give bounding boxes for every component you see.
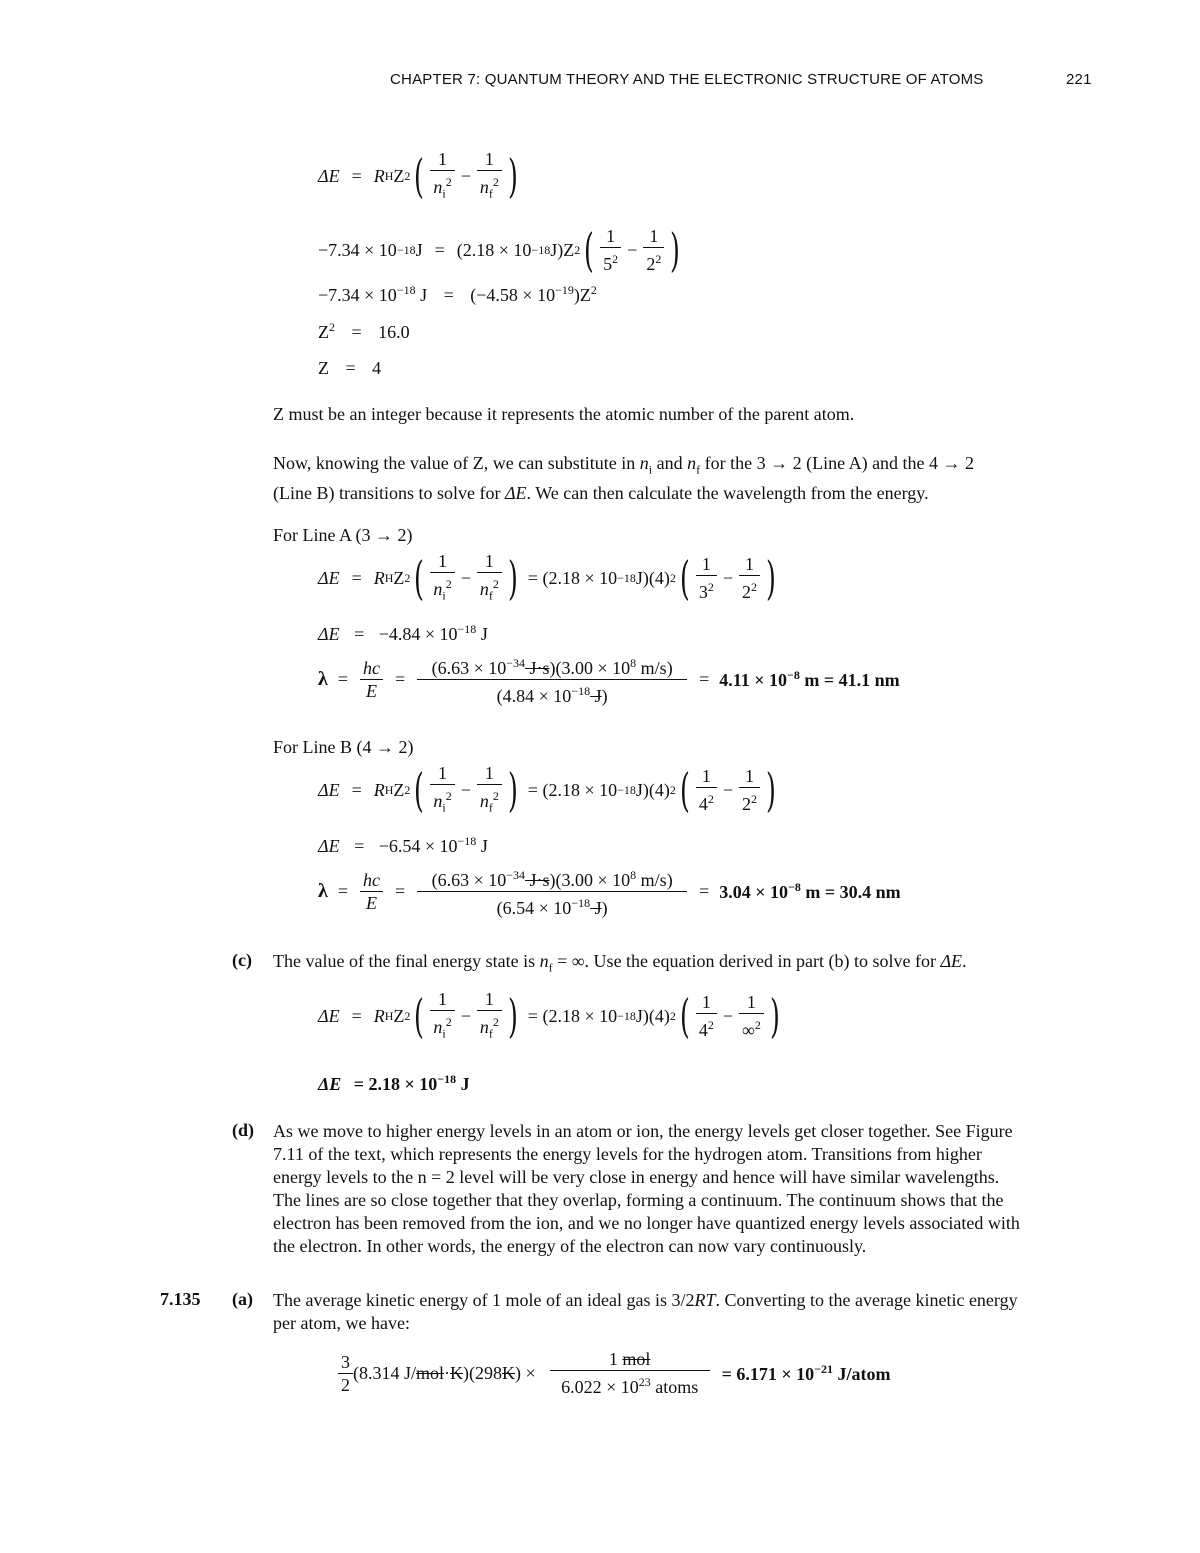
right-paren: ) xyxy=(507,149,518,204)
line-a-wavelength: λ = $\frac{hc}{E}$ = $\frac{(6.63 \times 10^{-34} J\cdot s)(3.00 \times 10^8 m/s)}{(4.84 \times 10^{-18} J)}$ = $4.11 \times 10^{-8}$ m = 41.1 nm xyxy=(318,652,900,707)
running-header: CHAPTER 7: QUANTUM THEORY AND THE ELECTRONIC STRUCTURE OF ATOMS xyxy=(390,71,984,88)
delta-e-symbol: ΔE xyxy=(318,165,340,186)
equation-z-squared: $Z^2 = 16.0$ xyxy=(318,320,410,342)
line-b-equation: ΔE = R H Z 2 ( $\frac{1}{n_i^2}$ − $\frac{1}{n_f^2}$ ) = (2.18 × 10 −18 J)(4) 2 ( $\frac{1}{4^2}$ − $\frac{1}{2^2}$ ) xyxy=(318,763,776,818)
equation-line3: $-7.34 \times 10^{-18}$ $J = (-4.58 \times 10^{-19})Z^2$ xyxy=(318,283,597,305)
line-a-delta-e: $\Delta E = -4.84 \times 10^{-18}$ J xyxy=(318,622,488,644)
part-c-text: The value of the final energy state is $n_f$ = ∞. Use the equation derived in part (b) to solve for ΔE. xyxy=(273,951,967,975)
problem-number: 7.135 xyxy=(160,1289,201,1309)
fraction-ni: $\frac{1}{n_i^2}$ xyxy=(430,148,454,205)
line-a-equation: ΔE = R H Z 2 ( $\frac{1}{n_i^2}$ − $\frac{1}{n_f^2}$ ) = (2.18 × 10 −18 J)(4) 2 ( $\frac{1}{3^2}$ − $\frac{1}{2^2}$ ) xyxy=(318,551,776,606)
equation-line2: −7.34 × 10 −18 J = (2.18 × 10 −18 J)Z 2 ( $\frac{1}{5^2}$ − $\frac{1}{2^2}$ ) xyxy=(318,223,681,277)
z-symbol: Z xyxy=(393,165,405,186)
kinetic-energy-equation: $\frac{3}{2}$ (8.314 J/ mol · K )(298 K ) × $\frac{\text{1 mol}}{6.022 \times 10^{23} atoms}$ = $6.171 \times 10^{-21}$ J/atom xyxy=(338,1348,891,1398)
line-a-heading: For Line A (3 → 2) xyxy=(273,525,413,545)
line-b-heading: For Line B (4 → 2) xyxy=(273,737,414,757)
left-paren: ( xyxy=(414,149,425,204)
problem-7135-text: The average kinetic energy of 1 mole of an ideal gas is 3/2RT. Converting to the average kinetic energy per atom, we have: xyxy=(273,1290,1018,1333)
part-c-equation: ΔE = R H Z 2 ( $\frac{1}{n_i^2}$ − $\frac{1}{n_f^2}$ ) = (2.18 × 10 −18 J)(4) 2 ( $\frac{1}{4^2}$ − $\frac{1}{\infty^2}$ ) xyxy=(318,989,780,1044)
equation-rydberg: ΔE = R H Z 2 ( $\frac{1}{n_i^2}$ − $\frac{1}{n_f^2}$ ) xyxy=(318,149,518,204)
part-c-label: (c) xyxy=(232,950,252,970)
line-b-delta-e: $\Delta E = -6.54 \times 10^{-18}$ J xyxy=(318,834,488,856)
rh-symbol: R xyxy=(373,165,385,186)
equation-z-value: Z = 4 xyxy=(318,358,382,378)
part-d-paragraph: As we move to higher energy levels in an atom or ion, the energy levels get closer together. See Figure 7.11 of the text, which represents the energy levels for the hydrogen atom. Transitions from higher energy levels to the n = 2 level will be very close in energy and hence will have similar wavelengths. The lines are so close together that they overlap, forming a continuum. The continuum shows that the electron has been removed from the ion, and we no longer have quantized energy levels associated with the electron. In other words, the energy of the electron can now vary continuously. xyxy=(273,1121,1020,1256)
minus-sign: − xyxy=(460,165,471,186)
kinetic-energy-result: = $6.171 \times 10^{-21}$ J/atom xyxy=(721,1361,891,1384)
page-number: 221 xyxy=(1066,71,1092,88)
problem-part-a-label: (a) xyxy=(232,1289,253,1309)
rh-subscript: H xyxy=(384,168,394,183)
paragraph-z-integer: Z must be an integer because it represents the atomic number of the parent atom. xyxy=(273,404,855,424)
equals-sign: = xyxy=(351,165,362,186)
line-b-result: $3.04 \times 10^{-8}$ m = 30.4 nm xyxy=(719,880,901,902)
paragraph-substitute: Now, knowing the value of Z, we can substitute in $n_i$ and $n_f$ for the 3 → 2 (Line A) and the 4 → 2 (Line B) transitions to solve for ΔE. We can then calculate the wavelength from the energy. xyxy=(273,453,975,503)
part-d-label: (d) xyxy=(232,1120,254,1140)
line-a-result: $4.11 \times 10^{-8}$ m = 41.1 nm xyxy=(719,668,900,690)
part-c-result: $\Delta E = 2.18 \times 10^{-18}$ J xyxy=(318,1072,470,1094)
line-b-wavelength: λ = $\frac{hc}{E}$ = $\frac{(6.63 \times 10^{-34} J\cdot s)(3.00 \times 10^8 m/s)}{(6.54 \times 10^{-18} J)}$ = $3.04 \times 10^{-8}$ m = 30.4 nm xyxy=(318,864,901,919)
fraction-nf: $\frac{1}{n_f^2}$ xyxy=(477,148,502,205)
